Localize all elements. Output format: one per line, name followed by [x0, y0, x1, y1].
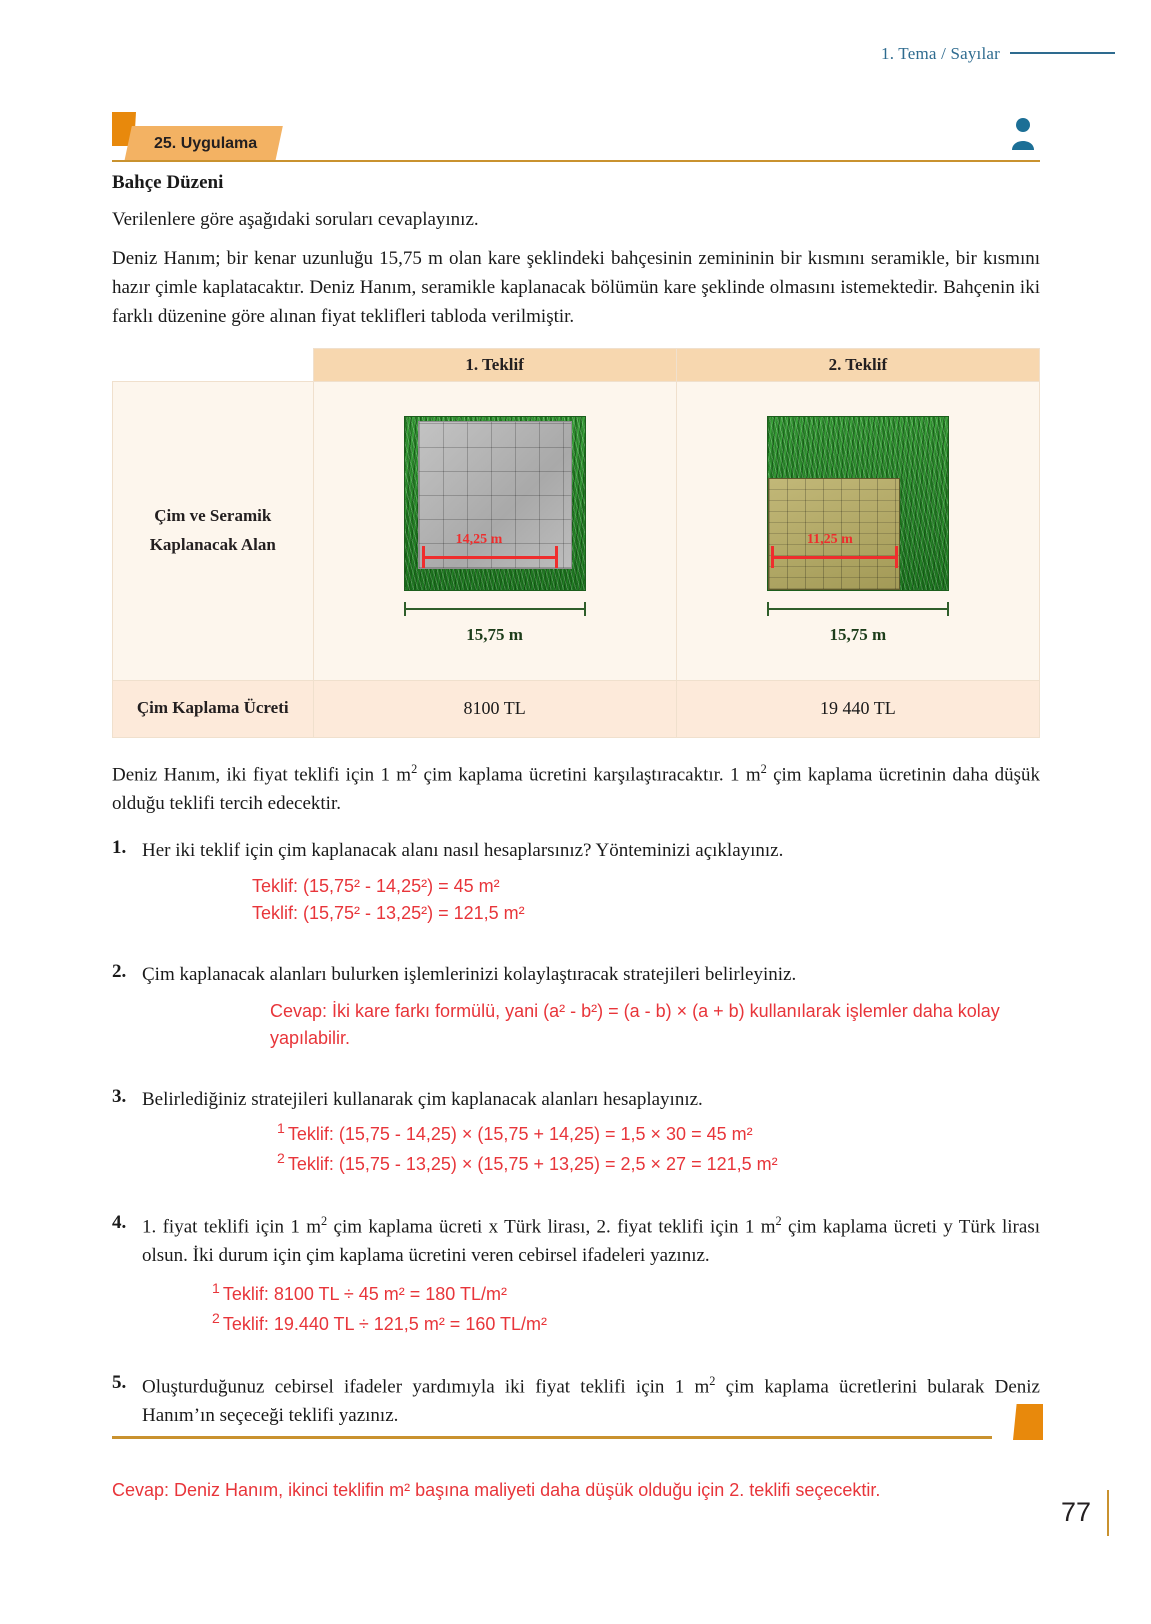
- question-4-text-a: 1. fiyat teklifi için 1 m: [142, 1216, 321, 1238]
- question-5-text-a: Oluşturduğunuz cebirsel ifadeler yardımıyla iki fiyat teklifi için 1 m: [142, 1376, 710, 1398]
- person-icon: [1010, 116, 1036, 150]
- comparison-text-c: çim kaplama ücretinin daha düşük olduğu teklifi tercih edecektir.: [112, 763, 1040, 814]
- plot-2: [767, 416, 949, 591]
- table-header-row: [113, 348, 1040, 381]
- question-5-text-c: çim kaplama ücretlerini bularak Deniz Hanım’ın seçeceği teklifi yazınız.: [142, 1376, 1040, 1427]
- question-1-text: Her iki teklif için çim kaplanacak alanı nasıl hesaplarsınız? Yönteminizi açıklayınız.: [142, 839, 784, 861]
- page-title: Bahçe Düzeni: [112, 172, 224, 193]
- question-4-answer-marker-1: 1: [212, 1280, 220, 1297]
- comparison-text-b: çim kaplama ücretini karşılaştıracaktır. 1 m: [417, 763, 761, 785]
- spacer-after-q4: [112, 1338, 1040, 1372]
- table-header-offer-2: 2. Teklif: [676, 348, 1039, 381]
- spacer-after-q2: [112, 1052, 1040, 1086]
- outer-dimension-label-2: 15,75 m: [829, 625, 887, 644]
- question-2-answer-line-1: Cevap: İki kare farkı formülü, yani (a² - b²) = (a - b) × (a + b) kullanılarak işlemler daha kolay yapılabilir.: [270, 1000, 1000, 1048]
- question-5-answers: [112, 1477, 1040, 1504]
- question-5-number: 5.: [112, 1372, 127, 1394]
- question-3: [112, 1086, 1040, 1115]
- question-1: [112, 837, 1040, 866]
- row-label-fee: Çim Kaplama Ücreti: [113, 680, 314, 737]
- question-5-answer-line-1: Cevap: Deniz Hanım, ikinci teklifin m² başına maliyeti daha düşük olduğu için 2. teklifi seçecektir.: [112, 1479, 881, 1500]
- question-5-text: [142, 1372, 1040, 1430]
- running-head: [881, 44, 1115, 64]
- inner-dimension-tick-right-1: [555, 546, 558, 568]
- question-4-sup-b: 2: [775, 1214, 782, 1229]
- fee-offer-2: 19 440 TL: [676, 680, 1039, 737]
- question-4-number: 4.: [112, 1212, 127, 1234]
- question-3-answer-marker-1: 1: [277, 1120, 285, 1137]
- question-4-text: [142, 1212, 1040, 1270]
- comparison-text-a: Deniz Hanım, iki fiyat teklifi için 1 m: [112, 763, 412, 785]
- application-tab[interactable]: [124, 126, 283, 162]
- question-2-number: 2.: [112, 961, 127, 983]
- inner-dimension-rule-2: [771, 556, 897, 559]
- inner-dimension-rule-1: [422, 556, 558, 559]
- fee-offer-1: 8100 TL: [313, 680, 676, 737]
- question-list: [112, 837, 1040, 1504]
- diagram-2: [677, 416, 1039, 645]
- outer-dimension-bar-1: [404, 601, 586, 617]
- comparison-paragraph: [112, 760, 1040, 819]
- question-3-answer-body-2: Teklif: (15,75 - 13,25) × (15,75 + 13,25) = 2,5 × 27 = 121,5 m²: [287, 1154, 778, 1175]
- row-label-area-text: Çim ve Seramik Kaplanacak Alan: [149, 505, 276, 554]
- spacer-after-q5: [112, 1435, 1040, 1469]
- offers-table: [112, 348, 1040, 738]
- outer-dimension-line-2: [767, 608, 949, 610]
- question-3-answer-line-1: [277, 1118, 1040, 1148]
- question-1-number: 1.: [112, 836, 127, 858]
- question-3-answer-line-2: [277, 1148, 1040, 1178]
- comparison-sup-b: 2: [760, 761, 767, 776]
- question-4-answer-marker-2: 2: [212, 1310, 220, 1327]
- inner-dimension-tick-left-2: [771, 546, 774, 568]
- question-4-text-b: çim kaplama ücreti x Türk lirası, 2. fiyat teklifi için 1 m: [327, 1216, 776, 1238]
- application-tab-label: 25. Uygulama: [154, 135, 258, 152]
- question-4-sup-a: 2: [320, 1214, 328, 1229]
- question-3-text: Belirlediğiniz stratejileri kullanarak çim kaplanacak alanları hesaplayınız.: [142, 1088, 703, 1110]
- question-3-answer-marker-2: 2: [277, 1150, 285, 1167]
- scenario-paragraph: Deniz Hanım; bir kenar uzunluğu 15,75 m olan kare şeklindeki bahçesinin zemininin bir kısmını seramikle, bir kısmını hazır çimle kaplatacaktır. Deniz Hanım, seramikle kaplanacak bölümün kare şeklinde olmasını istemektedir. Bahçenin iki farklı düzenine göre alınan fiyat teklifleri tabloda verilmiştir.: [112, 247, 1040, 327]
- running-head-text: 1. Tema / Sayılar: [881, 44, 1000, 63]
- spacer-after-q1: [112, 927, 1040, 961]
- diagram-cell-offer-1: [313, 381, 676, 680]
- question-4: [112, 1212, 1040, 1270]
- footer-rule: [112, 1436, 992, 1439]
- question-2-text: Çim kaplanacak alanları bulurken işlemlerinizi kolaylaştıracak stratejileri belirleyiniz.: [142, 964, 797, 986]
- question-4-answer-body-1: Teklif: 8100 TL ÷ 45 m² = 180 TL/m²: [222, 1284, 507, 1305]
- page-number-rule: [1107, 1490, 1109, 1536]
- question-4-answers: [212, 1278, 1040, 1338]
- question-3-answers: [277, 1118, 1040, 1178]
- diagram-1: [314, 416, 676, 645]
- footer-orange-marker: [1013, 1404, 1043, 1440]
- question-5: [112, 1372, 1040, 1430]
- comparison-sup-a: 2: [411, 761, 418, 776]
- page-number: 77: [1060, 1497, 1091, 1527]
- inner-dimension-tick-right-2: [895, 546, 898, 568]
- question-2-answers: [270, 998, 1030, 1052]
- question-4-text-c: çim kaplama ücreti y Türk lirası olsun. İki durum için çim kaplama ücretini veren cebirsel ifadeleri yazınız.: [142, 1216, 1040, 1266]
- instruction-text: Verilenlere göre aşağıdaki soruları cevaplayınız.: [112, 209, 479, 230]
- diagram-cell-offer-2: [676, 381, 1039, 680]
- question-4-answer-line-1: [212, 1278, 1040, 1308]
- table-corner-blank: [113, 348, 314, 381]
- row-label-area: [113, 381, 314, 680]
- table-header-offer-1: 1. Teklif: [313, 348, 676, 381]
- running-head-rule: [1010, 52, 1115, 54]
- outer-dimension-bar-2: [767, 601, 949, 617]
- tab-divider-rule: [112, 160, 1040, 162]
- inner-dimension-tick-left-1: [422, 546, 425, 568]
- inner-dimension-label-1: 14,25 m: [455, 532, 503, 547]
- question-3-answer-body-1: Teklif: (15,75 - 14,25) × (15,75 + 14,25) = 1,5 × 30 = 45 m²: [287, 1124, 753, 1145]
- outer-dimension-cap-right-1: [584, 602, 586, 616]
- question-3-number: 3.: [112, 1085, 127, 1107]
- spacer-after-q3: [112, 1178, 1040, 1212]
- table-row-diagrams: [113, 381, 1040, 680]
- question-4-answer-line-2: [212, 1308, 1040, 1338]
- outer-dimension-label-1: 15,75 m: [466, 625, 523, 644]
- outer-dimension-cap-right-2: [947, 602, 949, 616]
- question-1-answer-line-1: Teklif: (15,75² - 14,25²) = 45 m²: [252, 876, 500, 897]
- question-2: [112, 961, 1040, 990]
- page-content: [112, 172, 1040, 1504]
- question-1-answer-line-2: Teklif: (15,75² - 13,25²) = 121,5 m²: [252, 903, 525, 924]
- question-5-sup-a: 2: [709, 1374, 716, 1389]
- outer-dimension-cap-left-2: [767, 602, 769, 616]
- question-1-answers: [252, 873, 1040, 927]
- inner-dimension-label-2: 11,25 m: [806, 532, 853, 547]
- question-4-answer-body-2: Teklif: 19.440 TL ÷ 121,5 m² = 160 TL/m²: [222, 1314, 548, 1335]
- application-tab-bar: [112, 112, 1040, 162]
- outer-dimension-cap-left-1: [404, 602, 406, 616]
- outer-dimension-line-1: [404, 608, 586, 610]
- plot-1: [404, 416, 586, 591]
- table-row-fees: [113, 680, 1040, 737]
